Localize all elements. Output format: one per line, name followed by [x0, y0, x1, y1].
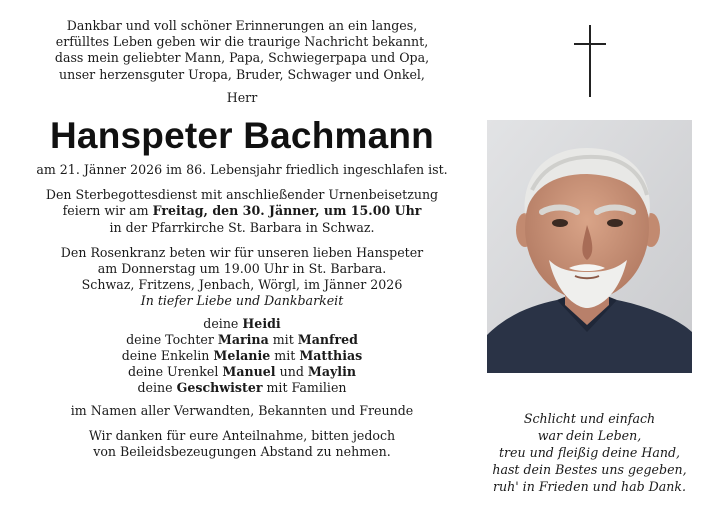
poem-line: Schlicht und einfach [523, 411, 656, 426]
funeral-line: Den Sterbegottesdienst mit anschließender Urnenbeisetzung [45, 187, 439, 203]
mourner-text: mit [268, 331, 298, 347]
cross-icon [574, 25, 606, 97]
intro-line: unser herzensguter Uropa, Bruder, Schwager und Onkel, [59, 66, 425, 82]
memorial-poem [487, 410, 692, 495]
mourner-text: mit Familien [262, 380, 347, 396]
relatives-line: im Namen aller Verwandten, Bekannten und Freunde [70, 402, 414, 418]
thanks-paragraph [14, 428, 470, 460]
mourner-line [14, 380, 470, 396]
funeral-line [14, 203, 470, 219]
mourner-name: Manfred [297, 331, 358, 347]
mourner-name: Manuel [222, 364, 276, 380]
funeral-prefix: feiern wir am [62, 203, 153, 219]
funeral-date-time: Freitag, den 30. Jänner, um 15.00 Uhr [152, 203, 422, 219]
obituary-text-column [14, 18, 470, 460]
mourner-line [14, 348, 470, 364]
death-notice: am 21. Jänner 2026 im 86. Lebensjahr friedlich ingeschlafen ist. [36, 162, 448, 178]
mourner-line [14, 364, 470, 380]
mourner-text: mit [270, 348, 300, 364]
mourner-text: deine [137, 380, 177, 396]
portrait-illustration [487, 120, 692, 373]
deceased-name: Hanspeter Bachmann [50, 115, 434, 157]
mourner-name: Marina [217, 331, 269, 347]
mourner-text: deine Tochter [126, 331, 218, 347]
poem-line: hast dein Bestes uns gegeben, [492, 462, 687, 477]
poem-line: treu und fleißig deine Hand, [498, 445, 681, 460]
mourner-line [14, 332, 470, 348]
poem-line: war dein Leben, [537, 428, 642, 443]
mourner-text: und [275, 364, 308, 380]
mourner-name: Matthias [299, 348, 363, 364]
thanks-line: Wir danken für eure Anteilnahme, bitten jedoch [88, 427, 396, 443]
funeral-info [14, 187, 470, 236]
funeral-line: in der Pfarrkirche St. Barbara in Schwaz. [109, 219, 375, 235]
mourners-list [14, 316, 470, 397]
mourners-intro: In tiefer Liebe und Dankbarkeit [140, 293, 344, 309]
rosary-info [14, 245, 470, 277]
intro-line: Dankbar und voll schöner Erinnerungen an ein langes, [66, 18, 418, 33]
mourner-name: Geschwister [176, 380, 263, 396]
intro-paragraph [14, 18, 470, 83]
mourner-text: deine [203, 315, 243, 331]
thanks-line: von Beileidsbezeugungen Abstand zu nehmen. [93, 444, 391, 460]
rosary-line: am Donnerstag um 19.00 Uhr in St. Barbara. [97, 261, 387, 277]
intro-line: erfülltes Leben geben wir die traurige Nachricht bekannt, [55, 34, 429, 50]
mourner-name: Maylin [307, 364, 357, 380]
mourner-name: Melanie [213, 348, 271, 364]
place-date: Schwaz, Fritzens, Jenbach, Wörgl, im Jänner 2026 [81, 277, 403, 293]
portrait-photo [487, 120, 692, 373]
intro-line: dass mein geliebter Mann, Papa, Schwiegerpapa und Opa, [54, 50, 430, 66]
mourner-line [14, 316, 470, 332]
salutation: Herr [226, 89, 258, 105]
mourner-text: deine Enkelin [121, 348, 214, 364]
mourner-name: Heidi [242, 315, 281, 331]
poem-line: ruh' in Frieden und hab Dank. [492, 479, 687, 494]
mourner-text: deine Urenkel [127, 364, 223, 380]
rosary-line: Den Rosenkranz beten wir für unseren lieben Hanspeter [60, 244, 424, 260]
